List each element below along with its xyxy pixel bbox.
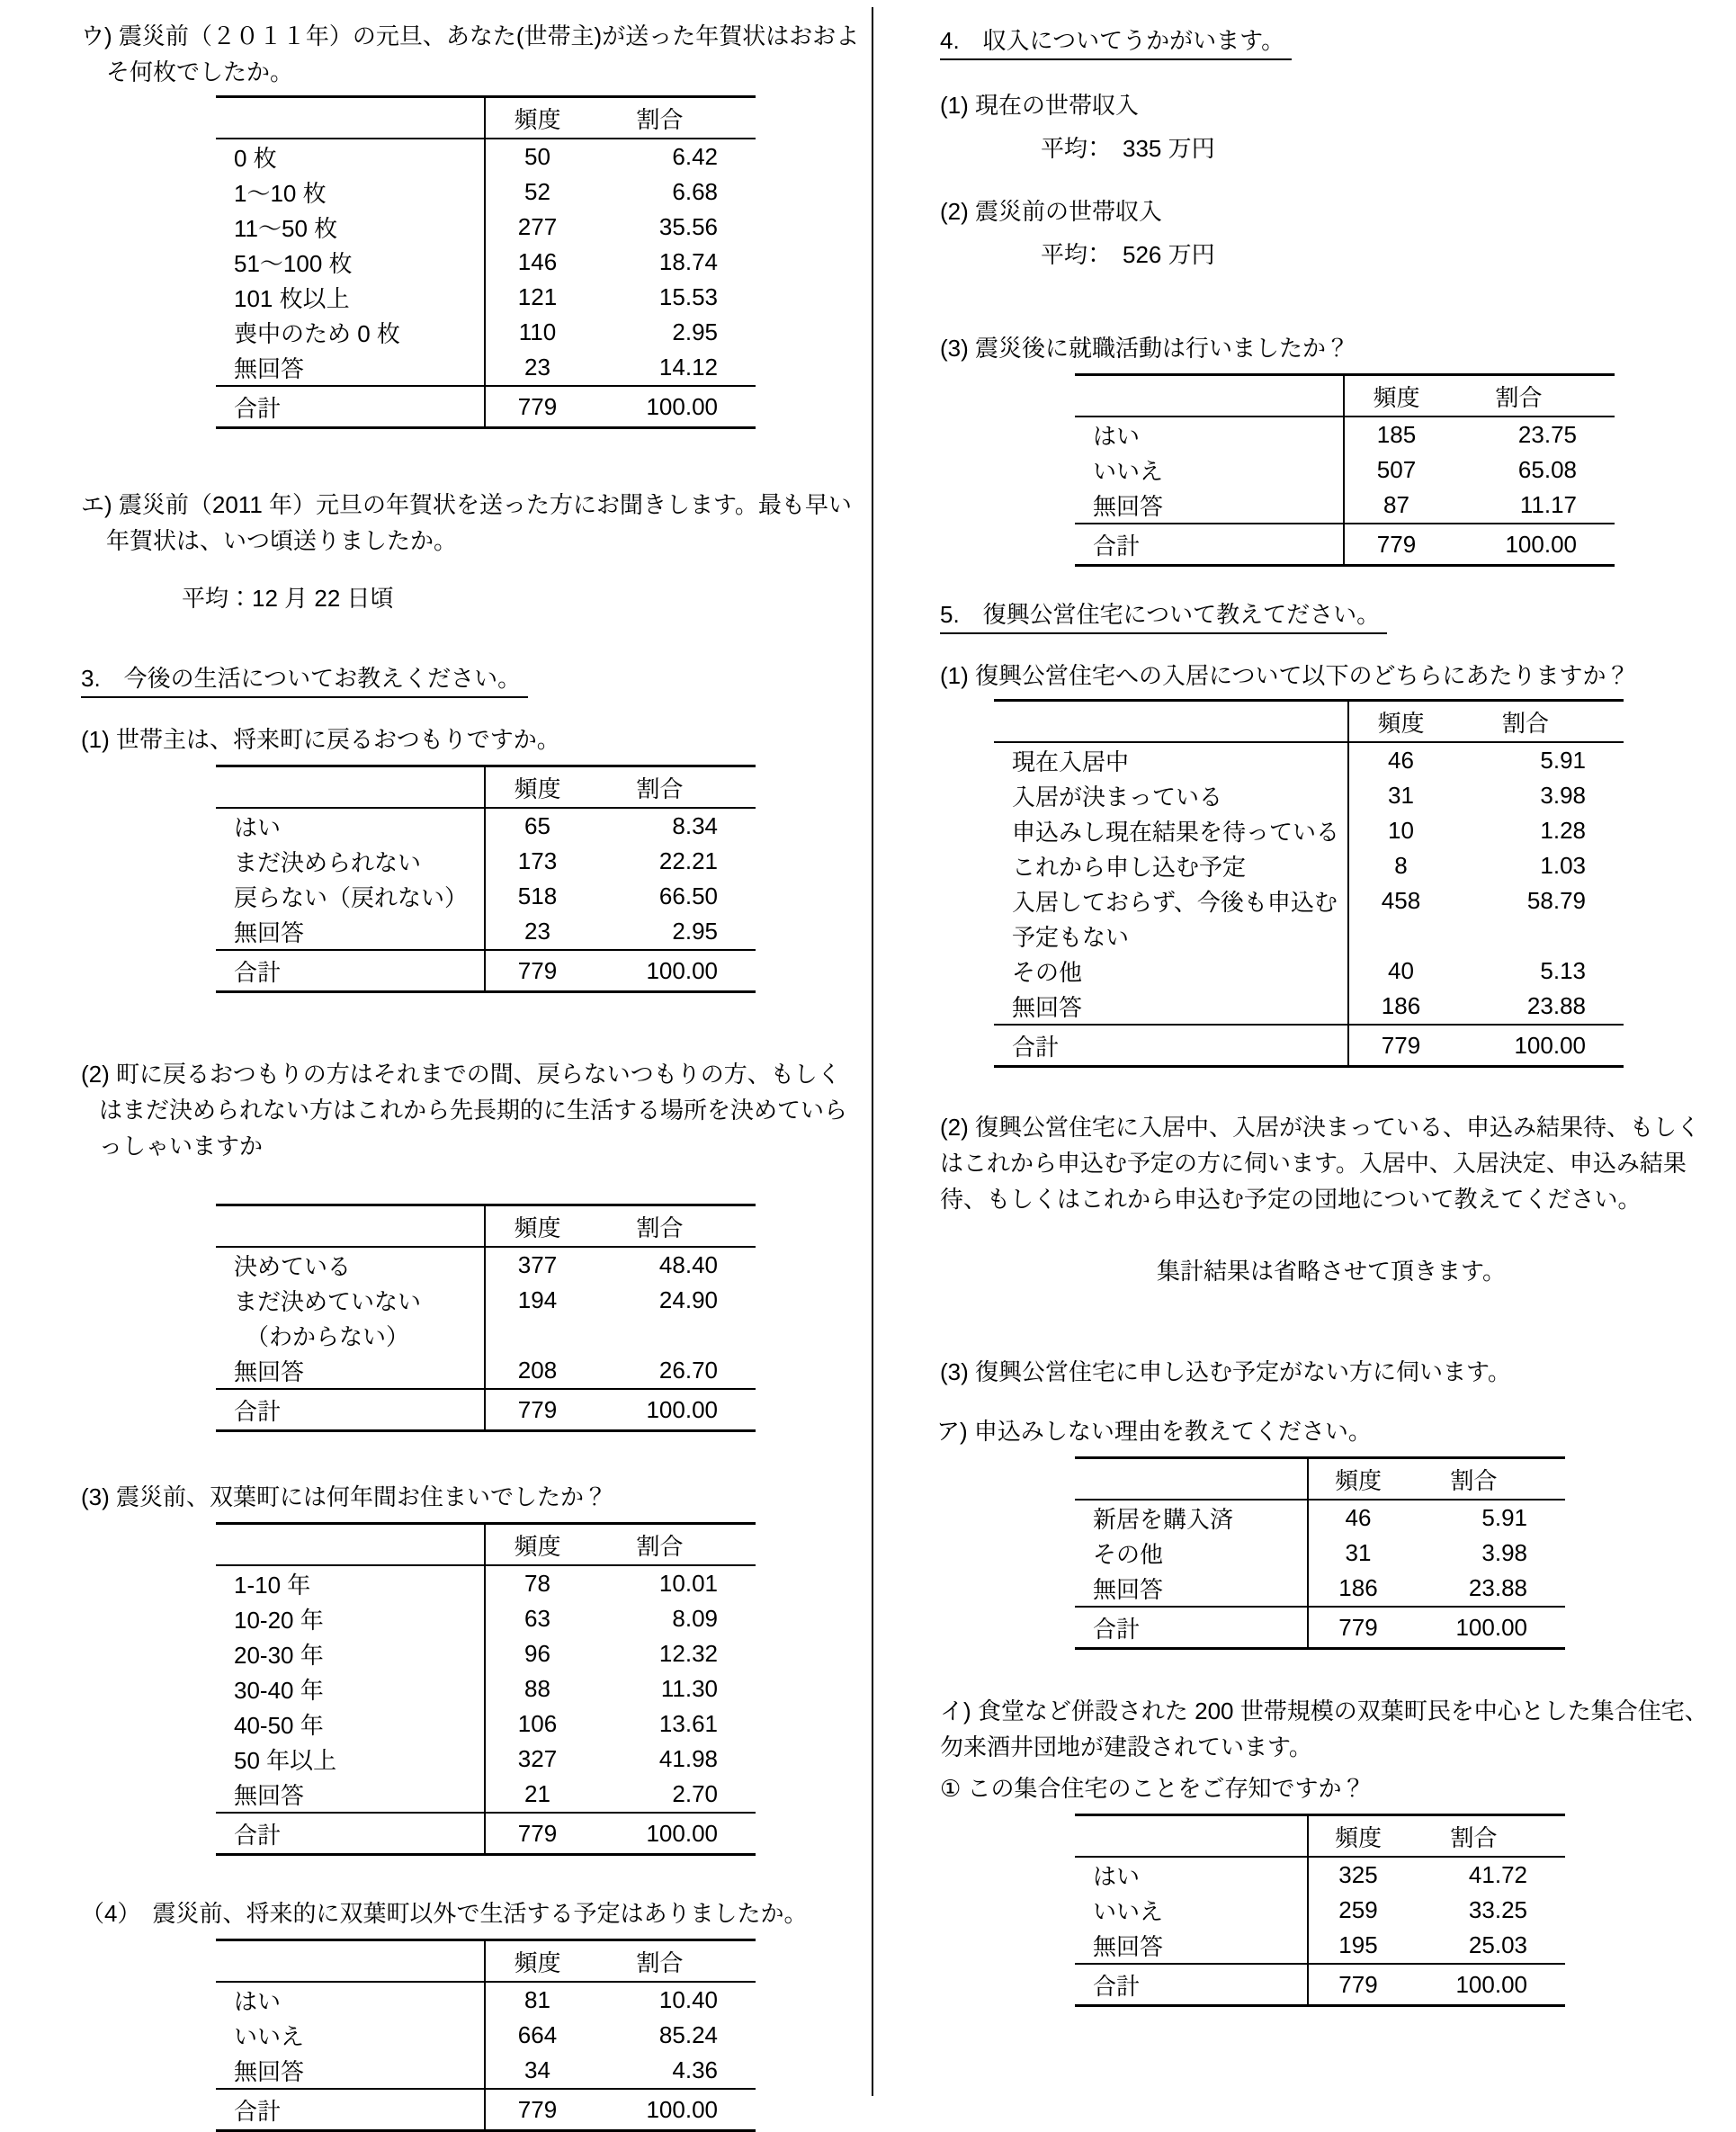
table-cell-label: いいえ: [1075, 1893, 1309, 1928]
question-4-2-text: (2) 震災前の世帯収入: [940, 198, 1163, 225]
freq-table-3-4: [216, 1939, 756, 2132]
table-cell-label: 申込みし現在結果を待っている: [994, 813, 1349, 848]
table-cell-label: 無回答: [216, 914, 486, 949]
table-cell-freq: 23: [524, 354, 550, 381]
table-row: [216, 1636, 756, 1671]
table-row: [216, 809, 756, 844]
table-cell-freq: 23: [524, 918, 550, 945]
table-cell-label: 51～100 枚: [216, 245, 486, 280]
table-cell-freq: 88: [524, 1675, 550, 1702]
question-3-4-text: （4） 震災前、将来的に双葉町以外で生活する予定はありましたか。: [81, 1900, 808, 1927]
table-cell-pct: 23.88: [1526, 992, 1586, 1019]
table-cell-label: （わからない）: [216, 1318, 486, 1353]
table-cell-pct: 48.40: [658, 1251, 718, 1278]
question-3-2-text: (2) 町に戻るおつもりの方はそれまでの間、戻らないつもりの方、もしくはまだ決められない方はこれから先長期的に生活する場所を決めていらっしゃいますか: [81, 1061, 848, 1160]
table-row: [216, 1566, 756, 1601]
table-cell-pct: 2.95: [672, 318, 718, 345]
table-cell-pct: 4.36: [672, 2056, 718, 2083]
table-row: [216, 2018, 756, 2053]
table-cell-freq: 173: [517, 847, 558, 874]
table-cell-label: 無回答: [216, 1777, 486, 1812]
table-header-row: [1075, 1816, 1565, 1858]
table-total-freq: 779: [1338, 1613, 1378, 1641]
table-cell-pct: 23.75: [1517, 421, 1577, 448]
table-header-freq: 頻度: [1373, 383, 1420, 411]
table-row: [1075, 488, 1615, 523]
table-cell-label: まだ決めていない: [216, 1283, 486, 1318]
table-cell-label: はい: [1075, 1858, 1309, 1893]
table-body: [1075, 417, 1615, 523]
table-header-row: [216, 1206, 756, 1248]
question-4-3-text: (3) 震災後に就職活動は行いましたか？: [940, 335, 1350, 362]
table-total-pct: 100.00: [646, 392, 718, 420]
table-row: [216, 139, 756, 175]
table-cell-pct: 6.68: [672, 178, 718, 205]
table-row: [216, 315, 756, 350]
table-total-label: 合計: [216, 2090, 486, 2129]
table-cell-pct: 2.95: [672, 918, 718, 945]
table-cell-label: その他: [1075, 1536, 1309, 1571]
table-header-row: [994, 702, 1624, 743]
table-cell-freq: 185: [1376, 421, 1417, 448]
table-cell-label: いいえ: [1075, 452, 1345, 488]
table-total-row: [216, 949, 756, 990]
table-row: [1075, 1928, 1565, 1963]
table-body: [216, 139, 756, 385]
table-header-empty: [216, 1525, 486, 1564]
table-body: [1075, 1858, 1565, 1963]
table-total-freq: 779: [517, 956, 558, 984]
table-cell-freq: 21: [524, 1780, 550, 1807]
table-cell-label: 無回答: [1075, 1928, 1309, 1963]
table-cell-pct: 6.42: [672, 143, 718, 170]
table-total-freq: 779: [1381, 1031, 1421, 1059]
table-cell-freq: 87: [1383, 491, 1409, 518]
question-4-2-average: 平均： 526 万円: [1041, 241, 1215, 268]
table-cell-label: はい: [216, 1983, 486, 2018]
table-cell-freq: 208: [517, 1357, 558, 1384]
table-row: [1075, 1858, 1565, 1893]
table-cell-label: 1～10 枚: [216, 175, 486, 210]
table-cell-pct: 65.08: [1517, 456, 1577, 483]
table-header-row: [216, 1525, 756, 1566]
table-row: [216, 245, 756, 280]
table-header-row: [216, 98, 756, 139]
table-cell-pct: 85.24: [658, 2021, 718, 2048]
table-row: [994, 778, 1624, 813]
table-row: [216, 1777, 756, 1812]
table-cell-label: その他: [994, 954, 1349, 989]
table-cell-pct: 14.12: [658, 354, 718, 381]
table-cell-freq: 325: [1338, 1861, 1378, 1888]
table-cell-freq: 277: [517, 213, 558, 240]
table-total-label: 合計: [216, 387, 486, 426]
table-total-row: [216, 385, 756, 426]
table-cell-freq: 31: [1345, 1539, 1372, 1566]
table-cell-freq: 46: [1388, 747, 1414, 774]
table-cell-freq: 664: [517, 2021, 558, 2048]
question-3-3-text: (3) 震災前、双葉町には何年間お住まいでしたか？: [81, 1483, 608, 1510]
table-total-label: 合計: [1075, 1965, 1309, 2004]
table-cell-label: 無回答: [994, 989, 1349, 1024]
table-header-empty: [216, 767, 486, 807]
freq-table-3-3: [216, 1522, 756, 1856]
table-cell-label: 現在入居中: [994, 743, 1349, 778]
table-total-row: [216, 1812, 756, 1853]
table-row: [216, 175, 756, 210]
table-total-freq: 779: [517, 392, 558, 420]
table-row: [216, 1283, 756, 1318]
table-total-pct: 100.00: [1455, 1970, 1527, 1998]
table-total-pct: 100.00: [646, 2095, 718, 2123]
table-cell-pct: 18.74: [658, 248, 718, 275]
table-total-label: 合計: [1075, 524, 1345, 564]
table-cell-pct: 3.98: [1481, 1539, 1527, 1566]
table-cell-pct: 33.25: [1468, 1896, 1527, 1923]
table-header-empty: [216, 1941, 486, 1981]
table-cell-pct: 35.56: [658, 213, 718, 240]
table-cell-freq: 52: [524, 178, 550, 205]
table-body: [216, 1983, 756, 2088]
table-cell-freq: 78: [524, 1570, 550, 1597]
table-row: [216, 914, 756, 949]
table-total-label: 合計: [216, 1814, 486, 1853]
table-total-pct: 100.00: [646, 956, 718, 984]
column-divider-line: [872, 7, 873, 2096]
table-total-freq: 779: [1338, 1970, 1378, 1998]
table-cell-pct: 1.28: [1540, 817, 1586, 844]
right-column: [936, 18, 1723, 2007]
table-cell-pct: 5.13: [1540, 957, 1586, 984]
left-column: [81, 18, 864, 2132]
table-row: [216, 1742, 756, 1777]
table-row: [216, 350, 756, 385]
question-e-text: エ) 震災前（2011 年）元旦の年賀状を送った方にお聞きします。最も早い年賀状は、いつ頃送りましたか。: [81, 491, 852, 554]
table-cell-label: 0 枚: [216, 139, 486, 175]
table-body: [994, 743, 1624, 1024]
table-total-freq: 779: [517, 2095, 558, 2123]
table-cell-freq: 186: [1381, 992, 1421, 1019]
table-total-row: [216, 1388, 756, 1429]
table-row: [994, 954, 1624, 989]
table-row: [216, 1248, 756, 1283]
table-header-freq: 頻度: [1377, 709, 1425, 737]
table-cell-freq: 65: [524, 812, 550, 839]
table-header-pct: 割合: [1495, 383, 1543, 411]
question-5-3-text: (3) 復興公営住宅に申し込む予定がない方に伺います。: [940, 1358, 1511, 1385]
table-row: [216, 1983, 756, 2018]
table-row: [1075, 1571, 1565, 1606]
table-header-freq: 頻度: [514, 775, 561, 802]
table-header-freq: 頻度: [514, 1948, 561, 1976]
table-cell-pct: 11.17: [1519, 491, 1577, 518]
table-row: [994, 989, 1624, 1024]
question-5-1-text: (1) 復興公営住宅への入居について以下のどちらにあたりますか？: [940, 662, 1630, 689]
table-total-row: [1075, 1963, 1565, 2004]
table-cell-pct: 11.30: [660, 1675, 718, 1702]
table-total-label: 合計: [994, 1026, 1349, 1065]
table-row: [216, 879, 756, 914]
table-cell-freq: 146: [517, 248, 558, 275]
table-cell-label: これから申し込む予定: [994, 848, 1349, 883]
table-total-row: [216, 2088, 756, 2129]
table-header-pct: 割合: [636, 1532, 684, 1560]
table-header-row: [1075, 376, 1615, 417]
table-header-pct: 割合: [1450, 1466, 1498, 1494]
table-cell-label: 10-20 年: [216, 1601, 486, 1636]
table-row: [216, 1706, 756, 1742]
table-total-pct: 100.00: [1505, 530, 1577, 558]
table-cell-pct: 41.72: [1468, 1861, 1527, 1888]
table-cell-freq: 121: [517, 283, 558, 310]
table-cell-pct: 26.70: [658, 1357, 718, 1384]
table-row: [216, 2053, 756, 2088]
table-header-empty: [1075, 376, 1345, 416]
table-cell-freq: 507: [1376, 456, 1417, 483]
table-row: [1075, 452, 1615, 488]
table-cell-freq: 31: [1388, 782, 1414, 809]
table-cell-pct: 10.01: [658, 1570, 718, 1597]
section-5-heading: 5. 復興公営住宅について教えてださい。: [940, 599, 1387, 634]
table-cell-label: 戻らない（戻れない）: [216, 879, 486, 914]
table-total-pct: 100.00: [646, 1819, 718, 1847]
table-row: [994, 848, 1624, 883]
table-header-freq: 頻度: [1334, 1466, 1382, 1494]
table-cell-pct: 15.53: [658, 283, 718, 310]
table-cell-label: 50 年以上: [216, 1742, 486, 1777]
table-cell-label: はい: [1075, 417, 1345, 452]
table-row: [216, 1671, 756, 1706]
freq-table-w: [216, 95, 756, 429]
table-cell-freq: 110: [518, 318, 557, 345]
table-row: [994, 918, 1624, 954]
table-cell-freq: 40: [1388, 957, 1414, 984]
table-cell-freq: 8: [1394, 852, 1408, 879]
table-total-freq: 779: [517, 1395, 558, 1423]
table-cell-freq: 327: [517, 1745, 558, 1772]
table-row: [994, 813, 1624, 848]
question-3-1-text: (1) 世帯主は、将来町に戻るおつもりですか。: [81, 726, 560, 753]
table-total-pct: 100.00: [1455, 1613, 1527, 1641]
table-row: [216, 210, 756, 245]
table-header-empty: [216, 98, 486, 138]
table-total-label: 合計: [216, 951, 486, 990]
table-cell-label: 無回答: [216, 1353, 486, 1388]
question-e-average: 平均：12 月 22 日頃: [182, 585, 394, 612]
freq-table-3-1: [216, 765, 756, 993]
table-cell-pct: 23.88: [1468, 1574, 1527, 1601]
table-cell-freq: 377: [517, 1251, 558, 1278]
table-cell-label: 40-50 年: [216, 1706, 486, 1742]
table-cell-freq: 106: [517, 1710, 558, 1737]
table-header-row: [216, 1941, 756, 1983]
table-cell-pct: 58.79: [1526, 887, 1586, 914]
table-header-pct: 割合: [1501, 709, 1549, 737]
table-cell-pct: 1.03: [1540, 852, 1586, 879]
table-cell-pct: 22.21: [658, 847, 718, 874]
omitted-results-note: 集計結果は省略させて頂きます。: [1157, 1258, 1506, 1285]
table-cell-label: 無回答: [1075, 488, 1345, 523]
question-4-1-average: 平均： 335 万円: [1041, 135, 1215, 162]
question-w-text: ウ) 震災前（２０１１年）の元旦、あなた(世帯主)が送った年賀状はおおよそ何枚でしたか。: [81, 22, 860, 85]
question-5-i1-text: ① この集合住宅のことをご存知ですか？: [940, 1775, 1365, 1802]
table-cell-freq: 34: [524, 2056, 550, 2083]
table-header-pct: 割合: [636, 1214, 684, 1241]
table-header-freq: 頻度: [514, 1532, 561, 1560]
table-body: [216, 809, 756, 949]
table-row: [216, 844, 756, 879]
table-header-row: [1075, 1459, 1565, 1500]
table-row: [1075, 417, 1615, 452]
table-cell-freq: 81: [524, 1986, 550, 2013]
table-cell-pct: 8.09: [672, 1605, 718, 1632]
table-cell-label: 入居しておらず、今後も申込む: [994, 883, 1349, 918]
table-total-label: 合計: [1075, 1608, 1309, 1647]
question-4-1-text: (1) 現在の世帯収入: [940, 92, 1140, 119]
table-row: [994, 883, 1624, 918]
table-body: [1075, 1500, 1565, 1606]
table-header-row: [216, 767, 756, 809]
table-cell-label: 101 枚以上: [216, 280, 486, 315]
table-header-pct: 割合: [636, 775, 684, 802]
table-row: [216, 1318, 756, 1353]
table-header-freq: 頻度: [514, 1214, 561, 1241]
table-cell-label: 無回答: [216, 350, 486, 385]
table-header-pct: 割合: [636, 1948, 684, 1976]
table-body: [216, 1566, 756, 1812]
section-3-heading: 3. 今後の生活についてお教えください。: [81, 663, 528, 698]
table-row: [1075, 1536, 1565, 1571]
question-5-3a-text: ア) 申込みしない理由を教えてください。: [936, 1418, 1372, 1445]
table-cell-pct: 2.70: [672, 1780, 718, 1807]
table-header-empty: [216, 1206, 486, 1246]
table-cell-label: はい: [216, 809, 486, 844]
table-cell-label: いいえ: [216, 2018, 486, 2053]
question-5-2-text: (2) 復興公営住宅に入居中、入居が決まっている、申込み結果待、もしくはこれから申込む予定の方に伺います。入居中、入居決定、申込み結果待、もしくはこれから申込む予定の団地について教えてください。: [940, 1114, 1701, 1213]
table-header-empty: [994, 702, 1349, 741]
table-cell-label: 予定もない: [994, 918, 1349, 954]
table-body: [216, 1248, 756, 1388]
table-header-freq: 頻度: [514, 105, 561, 133]
table-row: [1075, 1500, 1565, 1536]
table-cell-label: 20-30 年: [216, 1636, 486, 1671]
table-total-row: [994, 1024, 1624, 1065]
table-cell-label: まだ決められない: [216, 844, 486, 879]
table-cell-label: 11～50 枚: [216, 210, 486, 245]
table-cell-freq: 518: [517, 882, 558, 909]
table-cell-freq: 259: [1338, 1896, 1378, 1923]
table-cell-pct: 41.98: [658, 1745, 718, 1772]
table-row: [994, 743, 1624, 778]
table-header-pct: 割合: [1450, 1823, 1498, 1851]
table-cell-label: 1-10 年: [216, 1566, 486, 1601]
table-row: [216, 280, 756, 315]
table-cell-label: 30-40 年: [216, 1671, 486, 1706]
table-cell-pct: 3.98: [1540, 782, 1586, 809]
table-row: [216, 1601, 756, 1636]
freq-table-5-3a: [1075, 1456, 1565, 1650]
table-cell-pct: 8.34: [672, 812, 718, 839]
table-cell-label: 無回答: [216, 2053, 486, 2088]
table-header-freq: 頻度: [1334, 1823, 1382, 1851]
freq-table-4-3: [1075, 373, 1615, 567]
table-row: [216, 1353, 756, 1388]
table-total-row: [1075, 523, 1615, 564]
freq-table-5-i1: [1075, 1814, 1565, 2007]
table-cell-freq: 50: [524, 143, 550, 170]
table-row: [1075, 1893, 1565, 1928]
table-cell-pct: 5.91: [1540, 747, 1586, 774]
table-cell-freq: 458: [1381, 887, 1421, 914]
table-total-freq: 779: [517, 1819, 558, 1847]
table-cell-freq: 63: [524, 1605, 550, 1632]
table-cell-pct: 24.90: [658, 1286, 718, 1313]
question-5-i-text: イ) 食堂など併設された 200 世帯規模の双葉町民を中心とした集合住宅、勿来酒井団地が建設されています。: [940, 1698, 1708, 1760]
table-cell-freq: 96: [524, 1640, 550, 1667]
table-header-empty: [1075, 1459, 1309, 1499]
table-cell-pct: 5.91: [1481, 1504, 1527, 1531]
table-cell-label: 新居を購入済: [1075, 1500, 1309, 1536]
table-total-freq: 779: [1376, 530, 1417, 558]
table-cell-label: 入居が決まっている: [994, 778, 1349, 813]
table-header-empty: [1075, 1816, 1309, 1856]
table-cell-freq: 195: [1338, 1931, 1378, 1958]
table-header-pct: 割合: [636, 105, 684, 133]
table-cell-pct: 13.61: [658, 1710, 718, 1737]
section-4-heading: 4. 収入についてうかがいます。: [940, 25, 1292, 60]
freq-table-5-1: [994, 699, 1624, 1068]
table-cell-pct: 10.40: [658, 1986, 718, 2013]
table-cell-label: 無回答: [1075, 1571, 1309, 1606]
table-total-label: 合計: [216, 1390, 486, 1429]
table-cell-freq: 194: [517, 1286, 558, 1313]
table-cell-label: 決めている: [216, 1248, 486, 1283]
freq-table-3-2: [216, 1204, 756, 1432]
table-cell-freq: 10: [1388, 817, 1414, 844]
table-cell-freq: 46: [1345, 1504, 1372, 1531]
table-cell-pct: 66.50: [658, 882, 718, 909]
table-cell-freq: 186: [1338, 1574, 1378, 1601]
table-cell-pct: 12.32: [658, 1640, 718, 1667]
table-cell-pct: 25.03: [1468, 1931, 1527, 1958]
table-total-row: [1075, 1606, 1565, 1647]
table-total-pct: 100.00: [1514, 1031, 1586, 1059]
table-cell-label: 喪中のため 0 枚: [216, 315, 486, 350]
table-total-pct: 100.00: [646, 1395, 718, 1423]
